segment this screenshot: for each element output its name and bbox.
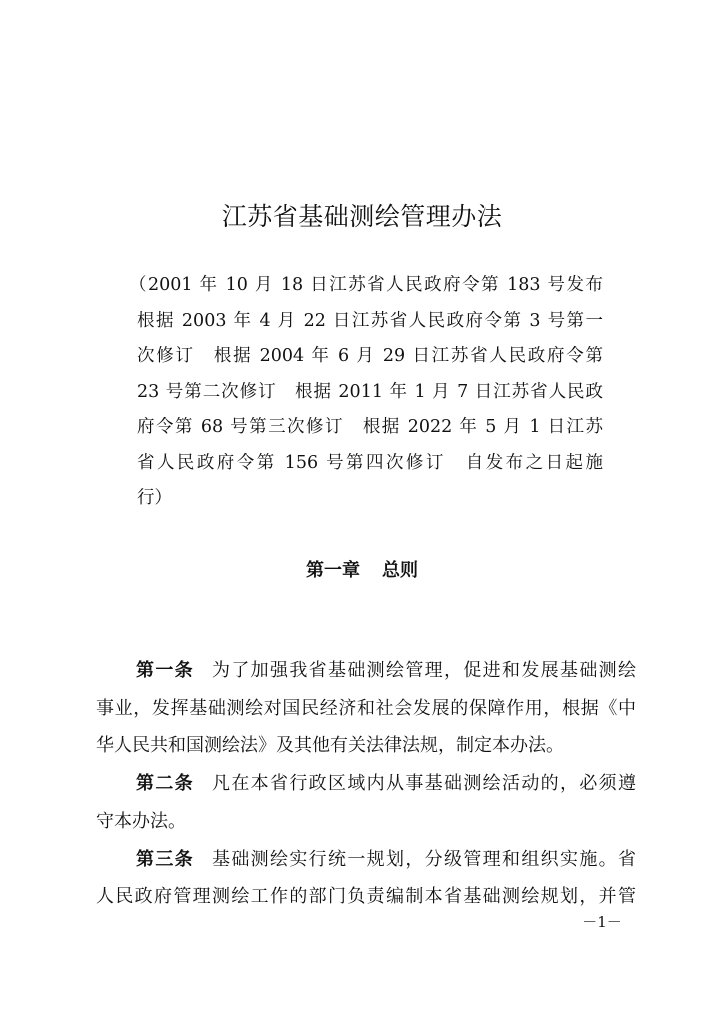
article-text: 为了加强我省基础测绘管理，促进和发展基础测绘 [212, 660, 636, 681]
article-label: 第二条 [136, 773, 194, 795]
page-number: －1－ [582, 913, 622, 931]
preamble-line: 省人民政府令第 156 号第四次修订 自发布之日起施 [137, 452, 603, 473]
article-first-line [96, 765, 636, 803]
preamble-line: 23 号第二次修订 根据 2011 年 1 月 7 日江苏省人民政 [137, 381, 603, 402]
body-text [96, 652, 636, 916]
article-line: 事业，发挥基础测绘对国民经济和社会发展的保障作用，根据《中 [96, 697, 636, 719]
preamble-line: 次修订 根据 2004 年 6 月 29 日江苏省人民政府令第 [137, 346, 603, 366]
preamble-line: 根据 2003 年 4 月 22 日江苏省人民政府令第 3 号第一 [137, 310, 603, 331]
document-title: 江苏省基础测绘管理办法 [221, 202, 503, 231]
preamble [129, 268, 603, 517]
preamble-line: （2001 年 10 月 18 日江苏省人民政府令第 183 号发布 [129, 275, 603, 295]
article-text: 基础测绘实行统一规划，分级管理和组织实施。省 [212, 848, 636, 870]
article-text: 凡在本省行政区域内从事基础测绘活动的，必须遵 [212, 773, 636, 795]
article-line: 华人民共和国测绘法》及其他有关法律法规，制定本办法。 [96, 735, 564, 757]
preamble-line: 府令第 68 号第三次修订 根据 2022 年 5 月 1 日江苏 [137, 417, 603, 437]
article-first-line [96, 841, 636, 879]
chapter-number: 第一章 [306, 560, 360, 581]
article-line: 守本办法。 [96, 810, 186, 832]
article-first-line [96, 652, 636, 690]
preamble-line: 行） [137, 488, 172, 508]
article-line: 人民政府管理测绘工作的部门负责编制本省基础测绘规划，并管 [96, 886, 636, 908]
article-label: 第一条 [136, 660, 194, 681]
chapter-heading [0, 556, 724, 586]
article-label: 第三条 [136, 848, 194, 870]
chapter-name: 总则 [382, 560, 418, 581]
